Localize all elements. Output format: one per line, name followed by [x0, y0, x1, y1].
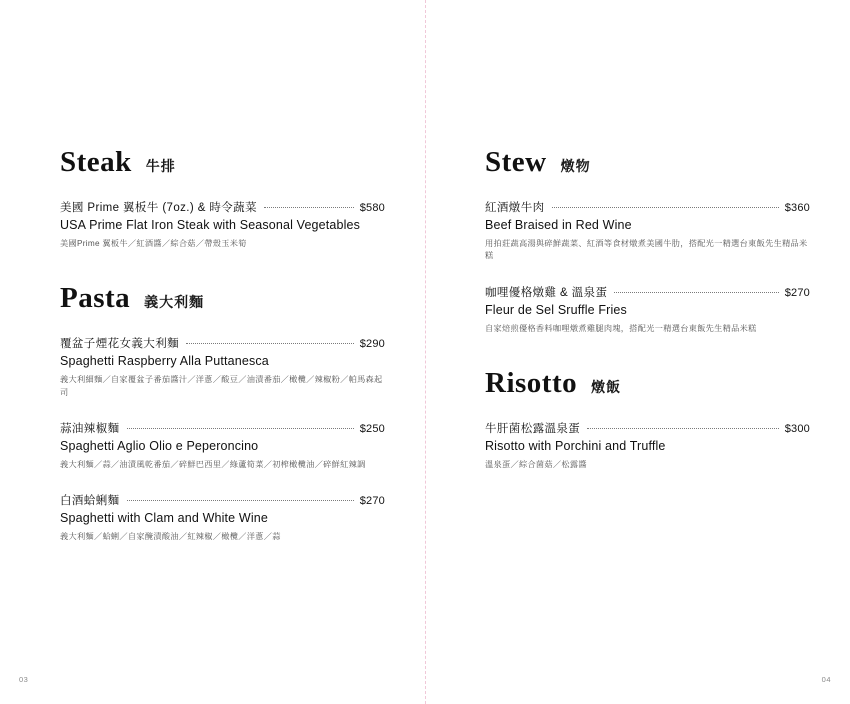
section-title-en: Steak	[60, 146, 132, 178]
menu-item-name-en: Spaghetti Aglio Olio e Peperoncino	[60, 438, 259, 453]
menu-item-description: 義大利細麵／自家覆盆子番茄醬汁／洋蔥／酸豆／油漬番茄／橄欖／辣椒粉／帕馬森起司	[60, 375, 383, 397]
section-header	[485, 366, 810, 399]
menu-item-row	[485, 420, 810, 436]
menu-item-description: 義大利麵／蛤蜊／自家醃漬酸油／紅辣椒／橄欖／洋蔥／蒜	[60, 532, 281, 542]
section-title-zh: 牛排	[145, 158, 176, 174]
menu-item-description: 溫泉蛋／綜合菌菇／松露醬	[485, 459, 587, 469]
menu-item	[60, 335, 385, 399]
menu-item-name-zh: 美國 Prime 翼板牛 (7oz.) & 時令蔬菜	[60, 202, 257, 214]
menu-item-row	[60, 199, 385, 215]
menu-item-price: $290	[359, 338, 385, 351]
section-header	[485, 148, 810, 177]
menu-section-risotto	[485, 366, 810, 471]
menu-page-right	[425, 0, 850, 704]
section-title-zh: 燉物	[560, 158, 591, 174]
menu-item-row	[60, 335, 385, 351]
menu-item-name-en: Fleur de Sel Sruffle Fries	[485, 302, 627, 317]
menu-item	[485, 199, 810, 263]
menu-item-price: $300	[784, 422, 810, 435]
menu-item-row	[60, 420, 385, 436]
menu-item-name-zh: 紅酒燉牛肉	[485, 202, 545, 214]
page-number-left: 03	[19, 675, 29, 684]
menu-item-name-en: Risotto with Porchini and Truffle	[485, 438, 666, 453]
menu-item	[60, 492, 385, 543]
menu-item-price: $270	[359, 495, 385, 508]
menu-item	[60, 420, 385, 471]
menu-item-row	[485, 199, 810, 215]
menu-item-name-zh: 蒜油辣椒麵	[60, 422, 120, 435]
menu-item-name-en: Beef Braised in Red Wine	[485, 218, 632, 232]
menu-item-description: 用拍莊蔬高湯與碎鮮蔬菜、紅酒等食材燉煮美國牛肋，搭配光一精選台東飯先生精品米糕	[485, 239, 808, 261]
leader-dots	[614, 292, 778, 293]
menu-item	[485, 420, 810, 471]
section-title-zh: 義大利麵	[144, 294, 205, 311]
menu-item-description: 美國Prime 翼板牛／紅酒醬／綜合菇／帶殼玉米筍	[60, 239, 247, 248]
section-title-en: Pasta	[60, 282, 131, 315]
menu-item-price: $250	[359, 422, 385, 435]
menu-item-price: $580	[359, 202, 385, 214]
menu-item-name-en: USA Prime Flat Iron Steak with Seasonal Vegetables	[60, 218, 361, 232]
page-number-right: 04	[821, 675, 831, 684]
menu-item-name-zh: 覆盆子煙花女義大利麵	[60, 338, 179, 351]
menu-item-name-zh: 白酒蛤蜊麵	[60, 495, 120, 508]
menu-item-row	[60, 492, 385, 508]
menu-item	[60, 199, 385, 250]
section-title-zh: 燉飯	[591, 378, 622, 395]
menu-section-pasta	[60, 284, 385, 543]
menu-item-name-zh: 咖哩優格燉雞 & 溫泉蛋	[485, 286, 608, 299]
leader-dots	[587, 428, 779, 429]
menu-item	[485, 284, 810, 335]
menu-item-row	[485, 284, 810, 300]
section-header	[60, 148, 385, 177]
menu-item-name-en: Spaghetti Raspberry Alla Puttanesca	[60, 354, 269, 369]
menu-item-description: 自家焙煎優格香料咖哩燉煮雞腿肉塊，搭配光一精選台東飯先生精品米糕	[485, 323, 757, 333]
page-gutter-divider	[425, 0, 426, 704]
leader-dots	[127, 428, 354, 429]
section-title-en: Risotto	[485, 366, 578, 399]
section-header	[60, 284, 385, 313]
leader-dots	[552, 207, 779, 208]
menu-item-price: $360	[784, 202, 810, 214]
menu-section-steak	[60, 148, 385, 250]
menu-item-name-zh: 牛肝菌松露溫泉蛋	[485, 422, 581, 435]
leader-dots	[127, 500, 354, 501]
menu-item-description: 義大利麵／蒜／油漬風乾番茄／碎鮮巴西里／綠蘆筍菜／初榨橄欖油／碎鮮紅辣調	[60, 459, 366, 469]
leader-dots	[264, 207, 354, 208]
menu-section-stew	[485, 148, 810, 335]
menu-item-price: $270	[784, 286, 810, 299]
leader-dots	[186, 343, 354, 344]
menu-item-name-en: Spaghetti with Clam and White Wine	[60, 511, 268, 526]
section-title-en: Stew	[485, 146, 547, 178]
